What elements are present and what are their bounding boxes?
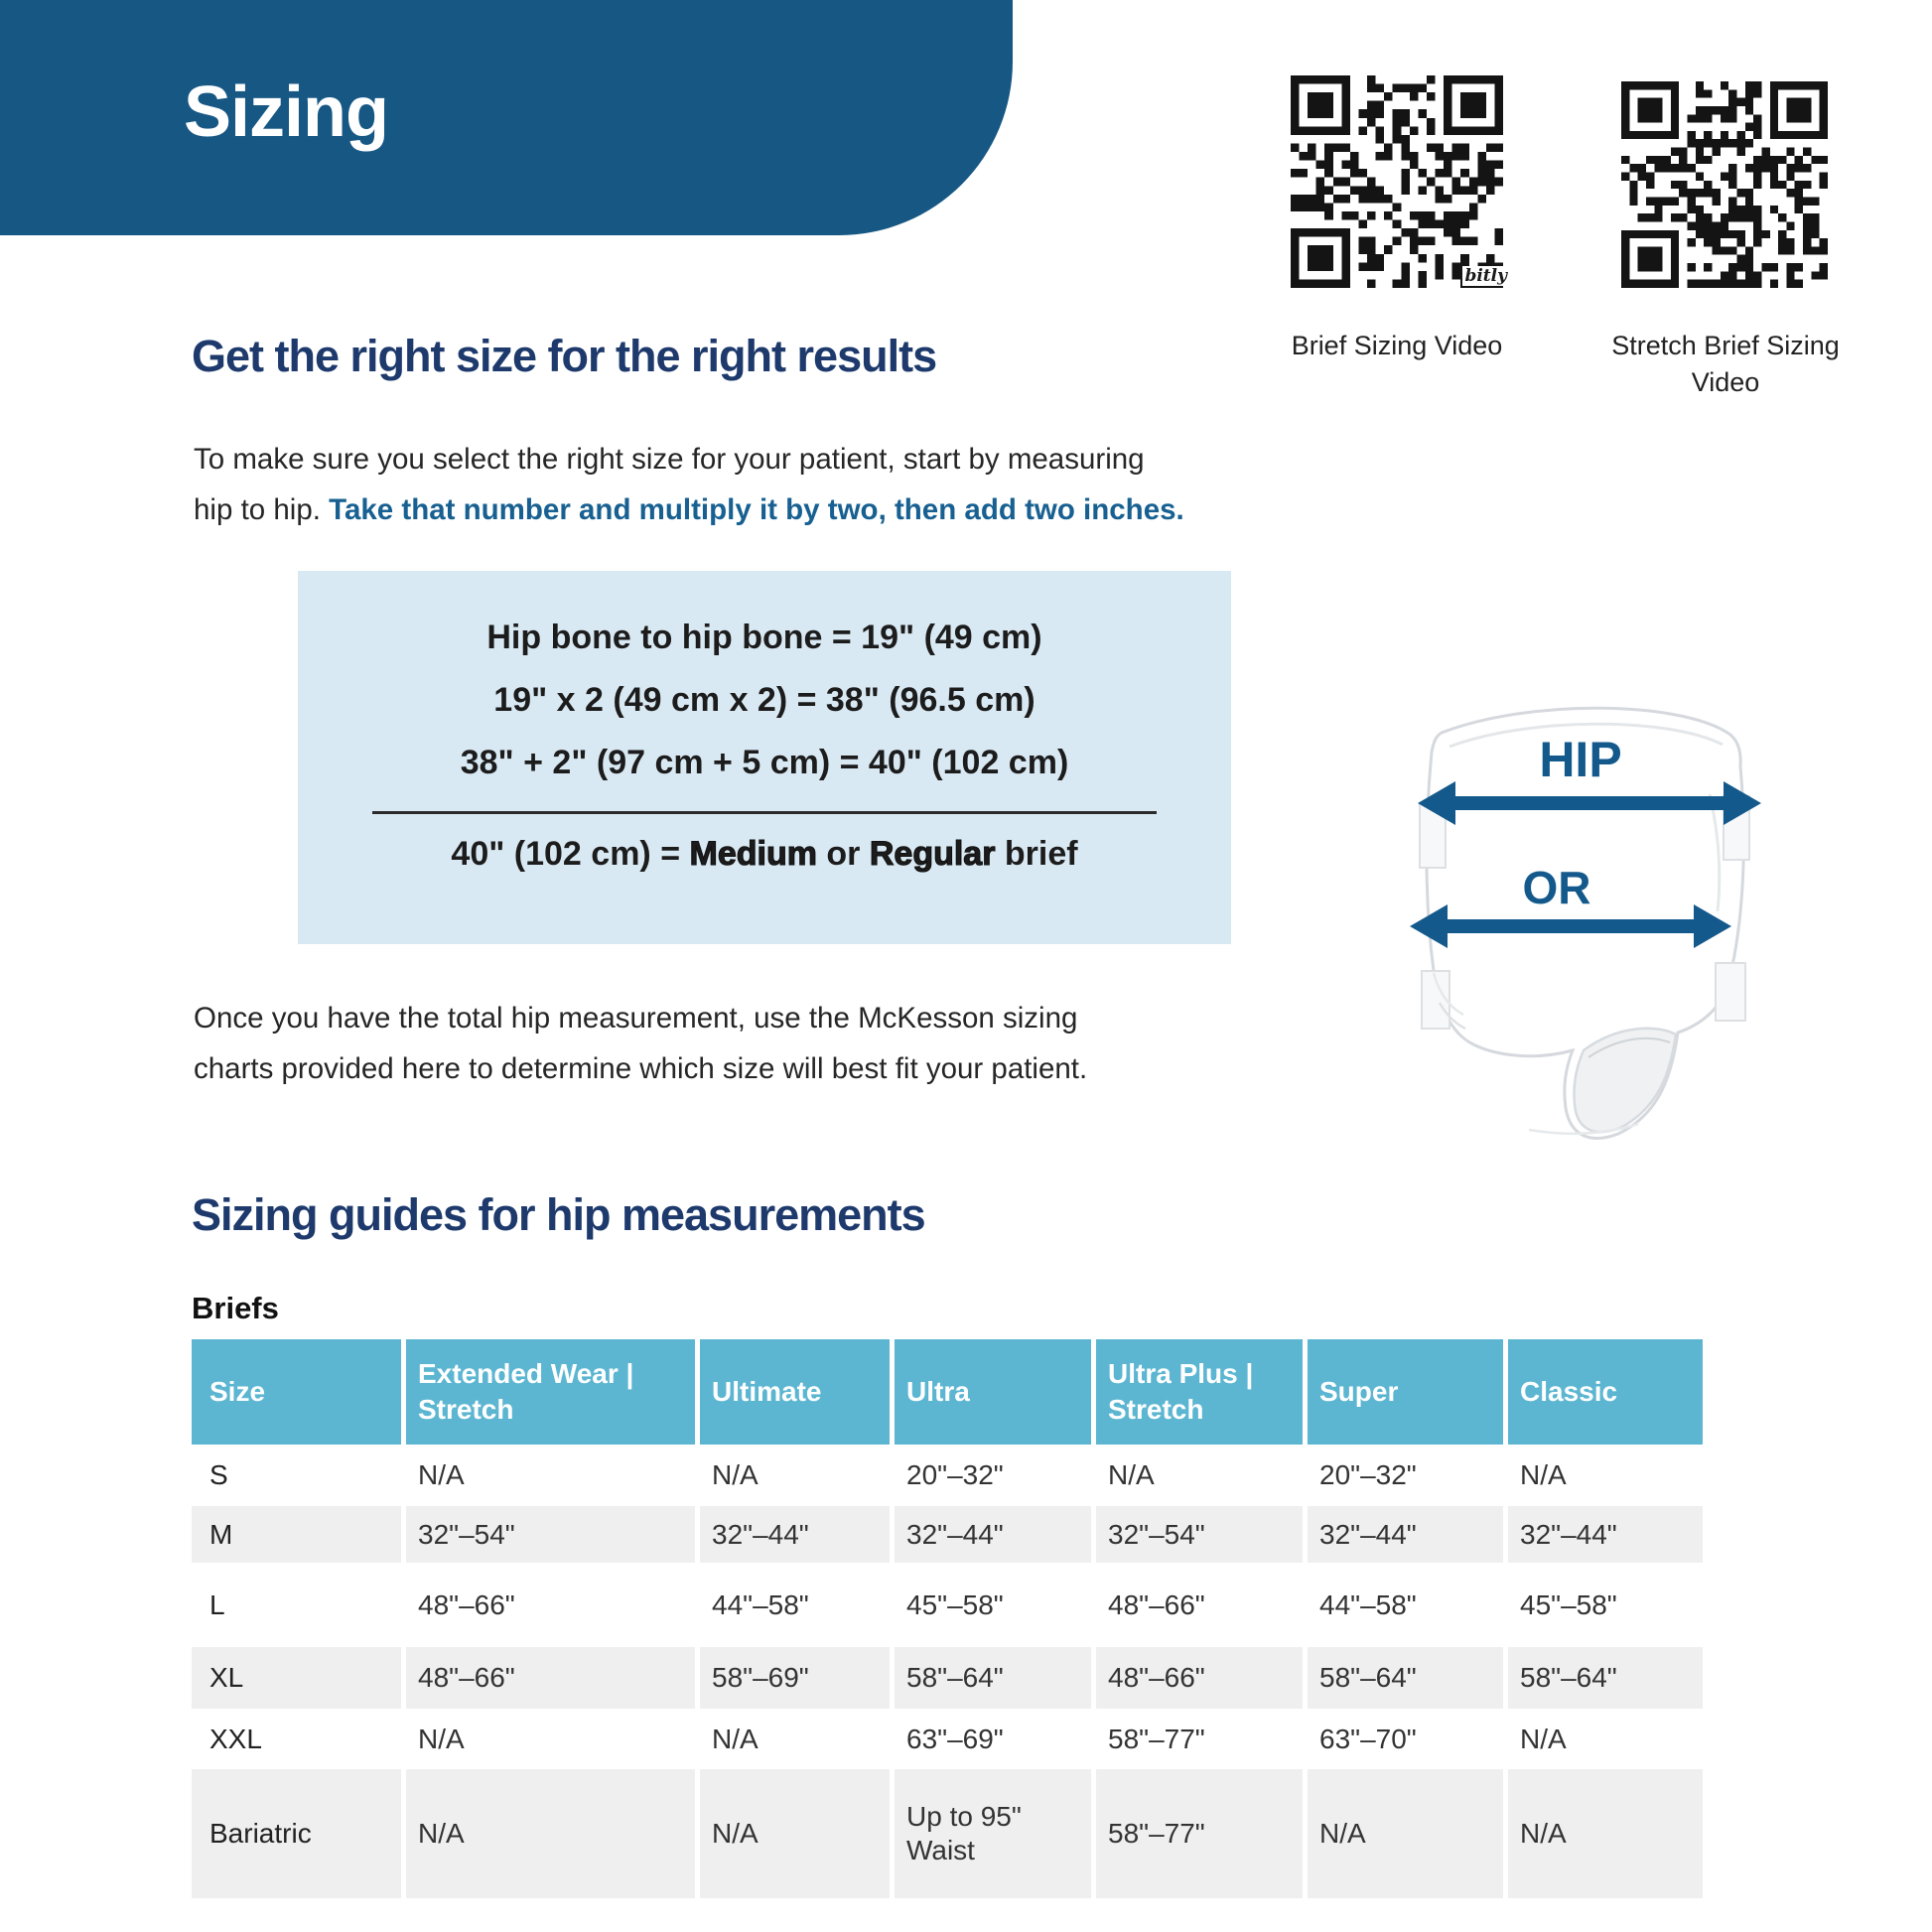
table-cell: N/A <box>406 1445 700 1506</box>
calc-line-1: Hip bone to hip bone = 19" (49 cm) <box>486 619 1042 656</box>
table-body <box>192 1445 1703 1898</box>
column-header: Classic <box>1508 1339 1703 1445</box>
page-title: Sizing <box>184 72 388 152</box>
qr-pattern <box>1621 81 1828 288</box>
table-cell: N/A <box>700 1769 895 1898</box>
intro-line1: To make sure you select the right size for your patient, start by measuring <box>194 443 1145 476</box>
callout-divider <box>372 811 1157 814</box>
table-row <box>192 1445 1703 1506</box>
table-cell: N/A <box>700 1709 895 1769</box>
table-cell: 48"–66" <box>1096 1647 1308 1709</box>
outro-line2: charts provided here to determine which size will best fit your patient. <box>194 1052 1088 1085</box>
calc-line-2: 19" x 2 (49 cm x 2) = 38" (96.5 cm) <box>493 681 1035 719</box>
qr-caption-brief: Brief Sizing Video <box>1291 331 1503 360</box>
table-cell: 48"–66" <box>406 1647 700 1709</box>
table-cell: 58"–64" <box>1508 1647 1703 1709</box>
column-header: Size <box>192 1339 406 1445</box>
row-label: M <box>192 1506 406 1563</box>
bitly-logo: bitly <box>1464 266 1507 286</box>
table-cell: 58"–77" <box>1096 1709 1308 1769</box>
row-label: L <box>192 1563 406 1647</box>
table-cell: 32"–44" <box>1508 1506 1703 1563</box>
calc-line-3: 38" + 2" (97 cm + 5 cm) = 40" (102 cm) <box>460 744 1069 781</box>
table-section-heading: Sizing guides for hip measurements <box>192 1189 925 1240</box>
table-cell: 32"–44" <box>700 1506 895 1563</box>
table-row <box>192 1647 1703 1709</box>
table-row <box>192 1563 1703 1647</box>
table-subheading: Briefs <box>192 1291 279 1325</box>
intro-heading: Get the right size for the right results <box>192 331 937 381</box>
outro-paragraph <box>194 993 1405 1094</box>
column-header: Super <box>1308 1339 1508 1445</box>
table-cell: 44"–58" <box>1308 1563 1508 1647</box>
result-size-medium: Medium <box>689 835 817 873</box>
column-header: Ultimate <box>700 1339 895 1445</box>
or-label: OR <box>1522 862 1591 913</box>
qr-code-brief-sizing <box>1291 75 1507 288</box>
tape-tab <box>1716 963 1745 1021</box>
result-size-regular: Regular <box>869 835 996 873</box>
column-header: Ultra <box>895 1339 1096 1445</box>
brief-measurement-illustration <box>1380 675 1789 1164</box>
measurement-example-callout <box>298 571 1231 944</box>
table-cell: N/A <box>406 1769 700 1898</box>
table-row <box>192 1769 1703 1898</box>
table-row <box>192 1709 1703 1769</box>
table-cell: 58"–69" <box>700 1647 895 1709</box>
table-cell: N/A <box>406 1709 700 1769</box>
table-cell: 58"–64" <box>1308 1647 1508 1709</box>
intro-emphasis: Take that number and multiply it by two, then add two inches. <box>329 493 1184 526</box>
table-cell: N/A <box>1308 1769 1508 1898</box>
result-prefix: 40" (102 cm) = <box>451 835 690 873</box>
table-cell: 48"–66" <box>406 1563 700 1647</box>
table-cell: N/A <box>700 1445 895 1506</box>
column-header: Ultra Plus | Stretch <box>1096 1339 1308 1445</box>
briefs-sizing-table <box>192 1339 1703 1898</box>
column-header: Extended Wear | Stretch <box>406 1339 700 1445</box>
result-or: or <box>816 835 870 873</box>
table-cell: N/A <box>1096 1445 1308 1506</box>
table-cell: 45"–58" <box>895 1563 1096 1647</box>
table-cell: 63"–70" <box>1308 1709 1508 1769</box>
hip-label: HIP <box>1539 732 1622 787</box>
qr-pattern <box>1291 75 1503 288</box>
table-header-row <box>192 1339 1703 1445</box>
table-cell: N/A <box>1520 1723 1567 1754</box>
row-label: XL <box>192 1647 406 1709</box>
result-suffix: brief <box>995 835 1078 873</box>
header-banner <box>0 0 1013 235</box>
qr-code-stretch-brief-sizing <box>1621 81 1828 288</box>
table-cell: Up to 95" Waist <box>895 1769 1096 1898</box>
table-cell: 45"–58" <box>1520 1588 1617 1620</box>
brief-diagram-svg <box>1380 675 1789 1164</box>
row-label: XXL <box>192 1709 406 1769</box>
table-cell: 32"–54" <box>1096 1506 1308 1563</box>
calc-result-line <box>298 835 1231 874</box>
table-cell: 63"–69" <box>895 1709 1096 1769</box>
table-cell: N/A <box>1520 1459 1567 1490</box>
table-cell: 58"–77" <box>1096 1769 1308 1898</box>
row-label: S <box>192 1445 406 1506</box>
intro-line2: hip to hip. <box>194 493 330 526</box>
table-cell: 20"–32" <box>895 1445 1096 1506</box>
table-cell: 48"–66" <box>1096 1563 1308 1647</box>
table-row <box>192 1506 1703 1563</box>
table-cell: 58"–64" <box>895 1647 1096 1709</box>
row-label: Bariatric <box>192 1769 406 1898</box>
table-cell: 44"–58" <box>700 1563 895 1647</box>
qr-caption-stretch-brief: Stretch Brief Sizing Video <box>1611 331 1840 397</box>
table-cell: 20"–32" <box>1308 1445 1508 1506</box>
table-cell: 32"–44" <box>895 1506 1096 1563</box>
table-cell: N/A <box>1508 1769 1703 1898</box>
outro-line1: Once you have the total hip measurement, use the McKesson sizing <box>194 1002 1078 1035</box>
table-cell: 32"–44" <box>1308 1506 1508 1563</box>
table-cell: 32"–54" <box>406 1506 700 1563</box>
intro-paragraph <box>194 434 1405 535</box>
